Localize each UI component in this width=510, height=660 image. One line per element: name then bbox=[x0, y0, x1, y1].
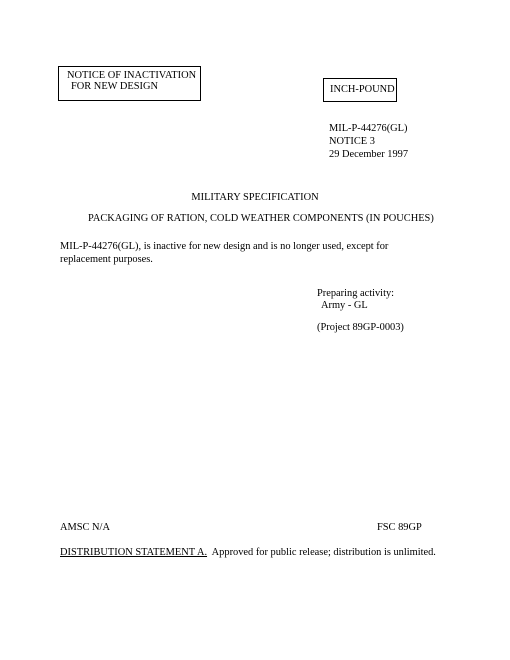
distribution-statement-label: DISTRIBUTION STATEMENT A. bbox=[60, 547, 208, 558]
document-identifier bbox=[329, 122, 408, 161]
document-number: MIL-P-44276(GL) bbox=[329, 123, 408, 134]
distribution-statement-text: Approved for public release; distribution is unlimited. bbox=[211, 547, 436, 558]
inactivation-notice-box bbox=[58, 66, 201, 101]
preparing-activity bbox=[317, 288, 394, 312]
notice-number: NOTICE 3 bbox=[329, 136, 375, 147]
project-number: (Project 89GP-0003) bbox=[317, 322, 404, 333]
notice-paragraph: MIL-P-44276(GL), is inactive for new design and is no longer used, except for replacement purposes. bbox=[60, 241, 389, 265]
preparing-activity-name: Army - GL bbox=[321, 300, 368, 311]
inch-pound-box bbox=[323, 78, 397, 102]
inch-pound-label: INCH-POUND bbox=[330, 84, 395, 95]
fsc-code: FSC 89GP bbox=[377, 522, 422, 533]
inactivation-line-1: NOTICE OF INACTIVATION bbox=[67, 70, 197, 81]
preparing-activity-label: Preparing activity: bbox=[317, 288, 395, 299]
document-date: 29 December 1997 bbox=[329, 149, 409, 160]
distribution-statement bbox=[60, 547, 436, 559]
amsc-code: AMSC N/A bbox=[60, 522, 110, 533]
specification-subject: PACKAGING OF RATION, COLD WEATHER COMPONENTS (IN POUCHES) bbox=[88, 213, 434, 224]
inactivation-line-2: FOR NEW DESIGN bbox=[71, 81, 158, 92]
specification-type: MILITARY SPECIFICATION bbox=[191, 192, 319, 203]
